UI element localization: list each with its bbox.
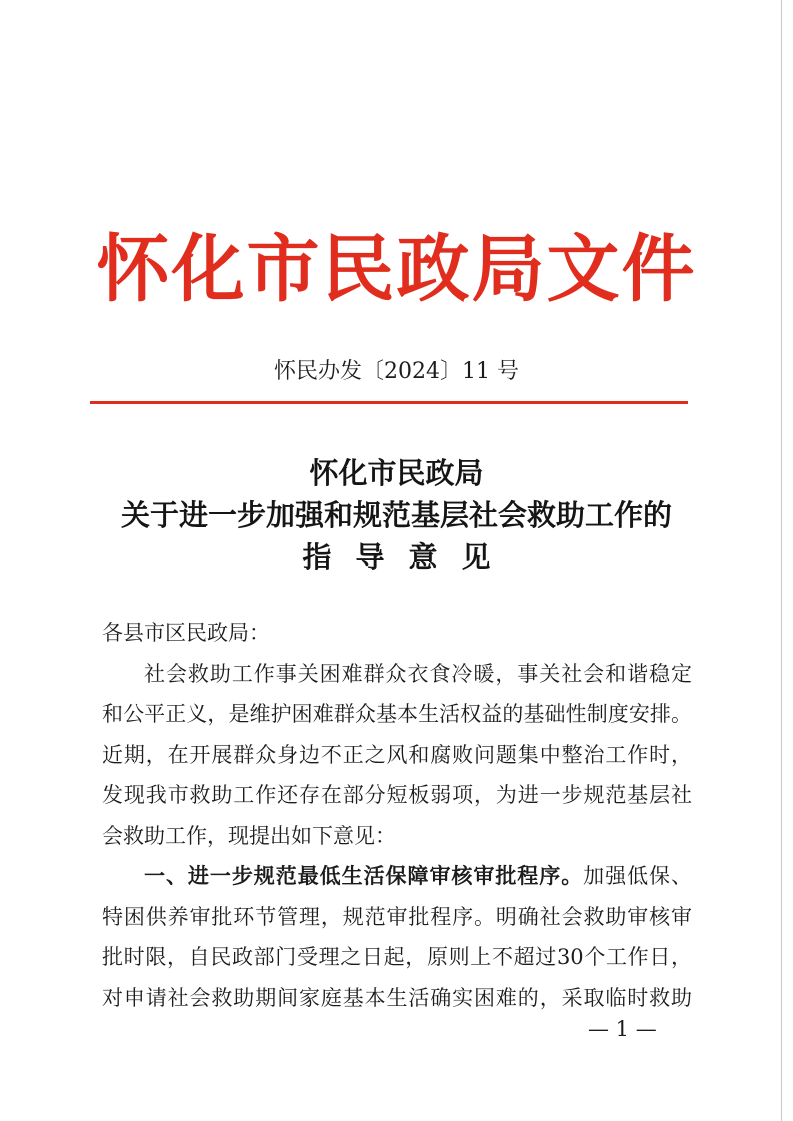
masthead-divider (90, 401, 688, 404)
document-title (0, 452, 793, 578)
title-subject: 关于进一步加强和规范基层社会救助工作的 (120, 498, 672, 532)
section-heading: 一、进一步规范最低生活保障审核审批程序。 (144, 864, 584, 888)
paragraph-line: 会救助工作，现提出如下意见： (102, 823, 396, 848)
paragraph-line: 和公平正义，是维护困难群众基本生活权益的基础性制度安排。 (102, 702, 692, 726)
title-issuer: 怀化市民政局 (309, 456, 484, 490)
paragraph-line: 对申请社会救助期间家庭基本生活确实困难的，采取临时救助 (102, 985, 692, 1010)
paragraph-line: 特困供养审批环节管理，规范审批程序。明确社会救助审核审 (102, 904, 692, 929)
section-text: 加强低保、 (583, 864, 693, 888)
paragraph-line: 批时限，自民政部门受理之日起，原则上不超过30个工作日， (102, 945, 692, 969)
paragraph-line: 近期，在开展群众身边不正之风和腐败问题集中整治工作时， (102, 742, 692, 767)
paragraph-line: 社会救助工作事关困难群众衣食冷暖，事关社会和谐稳定 (144, 661, 692, 686)
document-masthead: 怀化市民政局文件 (96, 227, 697, 312)
document-number: 怀民办发〔2024〕11 号 (274, 359, 519, 384)
section-heading-line (102, 856, 692, 897)
paragraph-line: 发现我市救助工作还存在部分短板弱项，为进一步规范基层社 (102, 783, 692, 807)
salutation: 各县市区民政局： (102, 621, 270, 645)
page-number: — 1 — (588, 1017, 657, 1041)
document-body (102, 613, 692, 1018)
title-doc-type: 指导意见 (302, 540, 515, 574)
